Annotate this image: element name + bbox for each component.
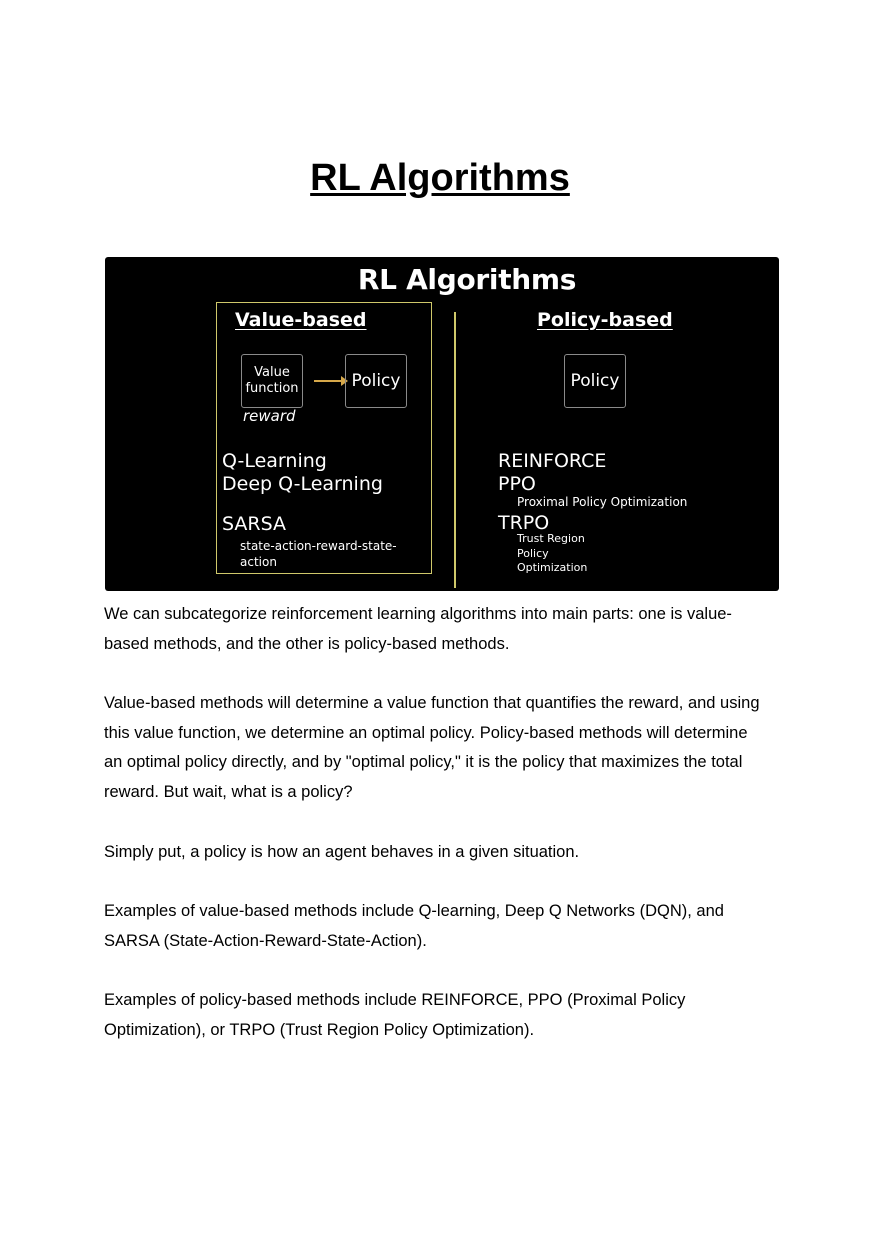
reward-label: reward [243, 407, 296, 425]
algo-q-learning: Q-Learning [222, 450, 327, 472]
paragraph: Simply put, a policy is how an agent behaves in a given situation. [104, 843, 580, 861]
value-based-heading: Value-based [235, 309, 367, 331]
sarsa-expansion: state-action-reward-state-action [240, 539, 397, 569]
algo-reinforce: REINFORCE [498, 450, 607, 472]
paragraph: Value-based methods will determine a value function that quantifies the reward, and using this value function, we determine an optimal policy. Policy-based methods will determine an optimal policy directly, and by "optimal policy," it is the policy that maximizes the total reward. But wait, what is a policy? [104, 694, 760, 801]
ppo-expansion: Proximal Policy Optimization [517, 495, 688, 509]
policy-box-policy-based: Policy [564, 354, 626, 408]
paragraph: Examples of policy-based methods include REINFORCE, PPO (Proximal Policy Optimization), or TRPO (Trust Region Policy Optimization). [104, 991, 686, 1039]
figure-title: RL Algorithms [357, 263, 577, 296]
column-divider [454, 312, 456, 588]
policy-box-value-based: Policy [345, 354, 407, 408]
trpo-expansion [517, 532, 587, 576]
paragraph: Examples of value-based methods include Q-learning, Deep Q Networks (DQN), and SARSA (State-Action-Reward-State-Action). [104, 902, 724, 950]
rl-algorithms-figure [105, 257, 779, 591]
paragraph: We can subcategorize reinforcement learning algorithms into main parts: one is value-based methods, and the other is policy-based methods. [104, 605, 732, 653]
trpo-expansion-line: Optimization [517, 561, 588, 574]
algo-ppo: PPO [498, 473, 536, 495]
algo-trpo: TRPO [498, 512, 550, 534]
arrow-icon [314, 380, 346, 382]
algo-deep-q-learning: Deep Q-Learning [222, 473, 383, 495]
value-function-box: Value function [241, 354, 303, 408]
trpo-expansion-line: Policy [517, 546, 549, 560]
algo-sarsa: SARSA [222, 513, 287, 535]
policy-based-heading: Policy-based [537, 309, 673, 331]
page-title: RL Algorithms [310, 157, 570, 199]
trpo-expansion-line: Trust Region [517, 532, 585, 545]
